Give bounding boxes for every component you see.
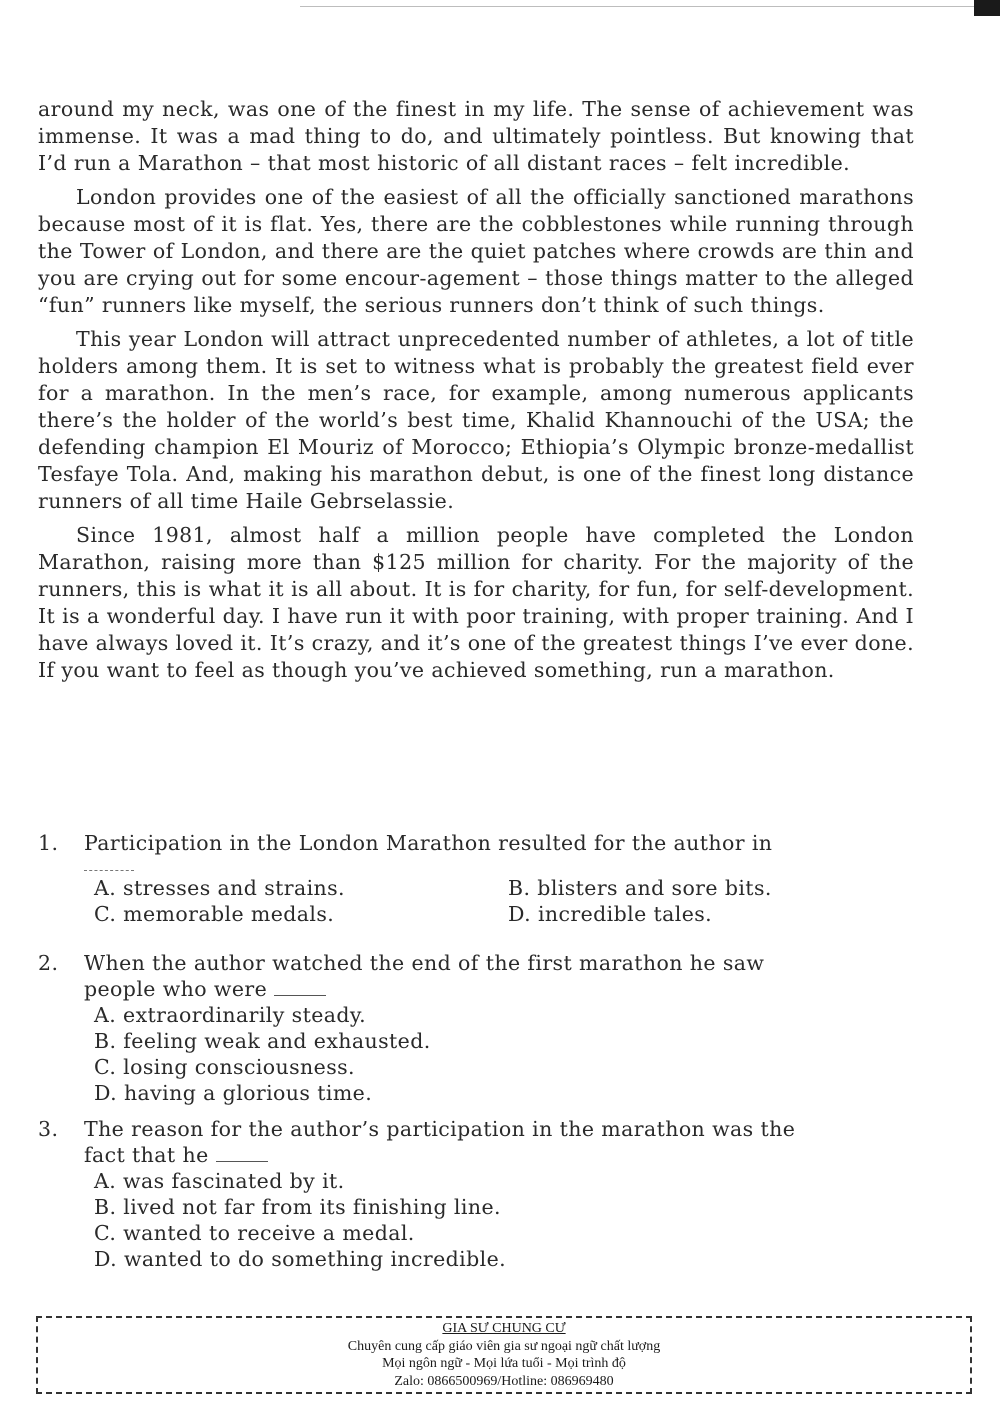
option-c[interactable]: C. losing consciousness. — [94, 1055, 355, 1079]
question-1 — [38, 830, 914, 927]
option-b[interactable]: B. blisters and sore bits. — [508, 876, 772, 900]
passage-paragraph-1: around my neck, was one of the finest in my life. The sense of achievement was immense. It was a mad thing to do, and ultimately pointless. But knowing that I’d run a Marathon – that most historic of all distant races – felt incredible. — [38, 97, 914, 175]
options-list — [38, 1168, 914, 1272]
question-stem — [38, 1116, 914, 1168]
footer-line-1: Chuyên cung cấp giáo viên gia sư ngoại ngữ chất lượng — [347, 1338, 661, 1354]
footer-line-2: Mọi ngôn ngữ - Mọi lứa tuổi - Mọi trình độ — [382, 1356, 626, 1371]
question-text-line-1: The reason for the author’s participation in the marathon was the — [84, 1117, 796, 1141]
option-a[interactable]: A. extraordinarily steady. — [94, 1003, 367, 1027]
question-3 — [38, 1116, 914, 1272]
question-number: 3. — [38, 1117, 59, 1141]
question-stem — [38, 830, 914, 856]
option-a[interactable]: A. was fascinated by it. — [94, 1169, 345, 1193]
option-d[interactable]: D. wanted to do something incredible. — [94, 1247, 507, 1271]
passage-paragraph-2: London provides one of the easiest of all the officially sanctioned marathons because most of it is flat. Yes, there are the cobblestones while running through the Tower of London, and there are the quiet patches where crowds are thin and you are crying out for some encour-agement – those things matter to the alleged “fun” runners like myself, the serious runners don’t think of such things. — [38, 185, 914, 317]
question-text-line-2: people who were — [84, 977, 268, 1001]
answer-blank[interactable] — [84, 856, 134, 871]
option-c[interactable]: C. wanted to receive a medal. — [94, 1221, 415, 1245]
footer-contact: Zalo: 0866500969/Hotline: 086969480 — [394, 1373, 614, 1389]
top-edge-line — [300, 6, 1000, 7]
question-text: Participation in the London Marathon resulted for the author in — [84, 831, 773, 855]
footer-title: GIA SƯ CHUNG CƯ — [442, 1321, 566, 1336]
option-b[interactable]: B. feeling weak and exhausted. — [94, 1029, 431, 1053]
options-list — [38, 1002, 914, 1106]
corner-scan-mark — [974, 0, 1000, 16]
question-2 — [38, 950, 914, 1106]
option-a[interactable]: A. stresses and strains. — [94, 876, 345, 900]
answer-blank[interactable] — [274, 977, 326, 996]
option-d[interactable]: D. having a glorious time. — [94, 1081, 373, 1105]
question-number: 2. — [38, 951, 59, 975]
passage-paragraph-3: This year London will attract unprecedented number of athletes, a lot of title holders among them. It is set to witness what is probably the greatest field ever for a marathon. In the men’s race, for example, among numerous applicants there’s the holder of the world’s best time, Khalid Khannouchi of the USA; the defending champion El Mouriz of Morocco; Ethiopia’s Olympic bronze-medallist Tesfaye Tola. And, making his marathon debut, is one of the finest long distance runners of all time Haile Gebrselassie. — [38, 327, 914, 513]
tutor-ad-box — [36, 1316, 972, 1394]
question-text-line-2: fact that he — [84, 1143, 209, 1167]
reading-passage — [38, 96, 914, 691]
option-c[interactable]: C. memorable medals. — [94, 902, 335, 926]
passage-paragraph-4: Since 1981, almost half a million people have completed the London Marathon, raising more than $125 million for charity. For the majority of the runners, this is what it is all about. It is for charity, for fun, for self-development. It is a wonderful day. I have run it with poor training, with proper training. And I have always loved it. It’s crazy, and it’s one of the greatest things I’ve ever done. If you want to feel as though you’ve achieved something, run a marathon. — [38, 523, 914, 682]
option-b[interactable]: B. lived not far from its finishing line. — [94, 1195, 501, 1219]
answer-blank[interactable] — [216, 1143, 268, 1162]
question-text-line-1: When the author watched the end of the first marathon he saw — [84, 951, 765, 975]
question-number: 1. — [38, 831, 59, 855]
option-d[interactable]: D. incredible tales. — [508, 902, 713, 926]
question-stem — [38, 950, 914, 1002]
options-list — [38, 875, 914, 927]
